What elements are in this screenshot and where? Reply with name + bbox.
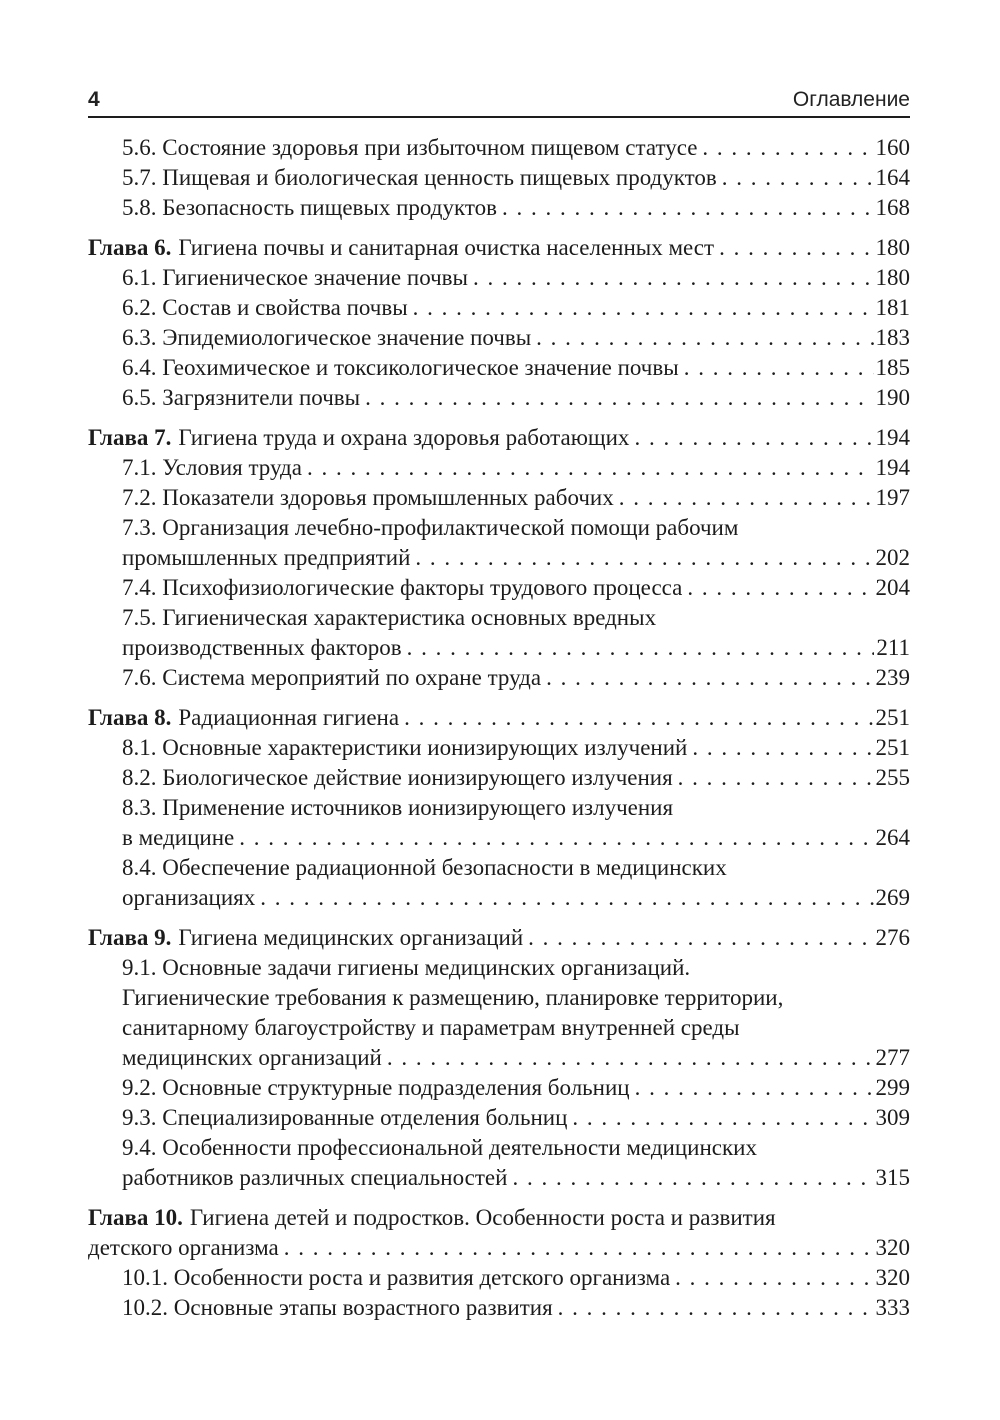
toc-entry-row bbox=[88, 823, 910, 853]
toc-entry-row bbox=[88, 663, 910, 693]
toc-entry-row bbox=[88, 733, 910, 763]
dot-leader bbox=[541, 663, 873, 693]
chapter-label: Глава 7. bbox=[88, 425, 172, 450]
dot-leader bbox=[630, 1073, 874, 1103]
dot-leader bbox=[408, 293, 874, 323]
entry-page-number: 204 bbox=[875, 575, 910, 600]
toc-entry-row bbox=[88, 1133, 910, 1163]
entry-text: 7.5. Гигиеническая характеристика основных вредных bbox=[122, 605, 657, 630]
entry-page-number: 168 bbox=[875, 195, 910, 220]
toc-entry-row bbox=[88, 1163, 910, 1193]
chapter-label: Глава 8. bbox=[88, 705, 172, 730]
toc-entry-row bbox=[88, 1233, 910, 1263]
dot-leader bbox=[255, 883, 873, 913]
entry-text: 5.8. Безопасность пищевых продуктов bbox=[122, 195, 497, 220]
entry-text: 9.4. Особенности профессиональной деятельности медицинских bbox=[122, 1135, 757, 1160]
dot-leader bbox=[553, 1293, 874, 1323]
entry-page-number: 276 bbox=[875, 925, 910, 950]
dot-leader bbox=[673, 763, 874, 793]
entry-text: 7.1. Условия труда bbox=[122, 455, 302, 480]
entry-text: 10.2. Основные этапы возрастного развития bbox=[122, 1295, 553, 1320]
dot-leader bbox=[382, 1043, 874, 1073]
entry-text: медицинских организаций bbox=[122, 1045, 382, 1070]
entry-page-number: 202 bbox=[875, 545, 910, 570]
dot-leader bbox=[687, 733, 873, 763]
dot-leader bbox=[717, 163, 874, 193]
entry-text: 7.4. Психофизиологические факторы трудового процесса bbox=[122, 575, 683, 600]
dot-leader bbox=[531, 323, 873, 353]
entry-page-number: 197 bbox=[875, 485, 910, 510]
chapter-label: Глава 6. bbox=[88, 235, 172, 260]
entry-page-number: 185 bbox=[875, 355, 910, 380]
header-rule bbox=[88, 116, 910, 118]
toc-entry-row bbox=[88, 163, 910, 193]
entry-page-number: 180 bbox=[875, 265, 910, 290]
entry-page-number: 315 bbox=[875, 1165, 910, 1190]
toc-entry-row bbox=[88, 513, 910, 543]
page-title: Оглавление bbox=[792, 88, 910, 111]
entry-text: 6.2. Состав и свойства почвы bbox=[122, 295, 408, 320]
entry-text: Гигиена почвы и санитарная очистка населенных мест bbox=[178, 235, 715, 260]
entry-text: детского организма bbox=[88, 1235, 279, 1260]
dot-leader bbox=[629, 423, 873, 453]
dot-leader bbox=[410, 543, 873, 573]
entry-text: 10.1. Особенности роста и развития детского организма bbox=[122, 1265, 671, 1290]
toc-list bbox=[88, 133, 910, 1323]
entry-page-number: 211 bbox=[876, 635, 910, 660]
toc-entry-row bbox=[88, 923, 910, 953]
entry-page-number: 194 bbox=[875, 425, 910, 450]
dot-leader bbox=[523, 923, 873, 953]
toc-entry-row bbox=[88, 233, 910, 263]
dot-leader bbox=[399, 703, 873, 733]
toc-entry-row bbox=[88, 383, 910, 413]
entry-page-number: 320 bbox=[875, 1265, 910, 1290]
dot-leader bbox=[679, 353, 874, 383]
toc-entry-row bbox=[88, 1013, 910, 1043]
toc-entry-row bbox=[88, 1043, 910, 1073]
entry-text: 9.1. Основные задачи гигиены медицинских организаций. bbox=[122, 955, 691, 980]
entry-text: Радиационная гигиена bbox=[178, 705, 400, 730]
toc-entry-row bbox=[88, 883, 910, 913]
entry-text: организациях bbox=[122, 885, 256, 910]
toc-entry-row bbox=[88, 483, 910, 513]
toc-entry-row bbox=[88, 293, 910, 323]
toc-entry-row bbox=[88, 573, 910, 603]
toc-entry-row bbox=[88, 1293, 910, 1323]
entry-text: в медицине bbox=[122, 825, 235, 850]
entry-page-number: 183 bbox=[875, 325, 910, 350]
entry-text: 7.6. Система мероприятий по охране труда bbox=[122, 665, 542, 690]
entry-page-number: 194 bbox=[875, 455, 910, 480]
toc-entry-row bbox=[88, 983, 910, 1013]
entry-page-number: 190 bbox=[875, 385, 910, 410]
entry-page-number: 309 bbox=[875, 1105, 910, 1130]
dot-leader bbox=[682, 573, 873, 603]
entry-text: 6.5. Загрязнители почвы bbox=[122, 385, 361, 410]
toc-entry-row bbox=[88, 423, 910, 453]
entry-text: Гигиена медицинских организаций bbox=[178, 925, 524, 950]
toc-entry-row bbox=[88, 1103, 910, 1133]
entry-text: 9.3. Специализированные отделения больниц bbox=[122, 1105, 568, 1130]
entry-text: 5.7. Пищевая и биологическая ценность пищевых продуктов bbox=[122, 165, 717, 190]
entry-text: 8.2. Биологическое действие ионизирующего излучения bbox=[122, 765, 673, 790]
dot-leader bbox=[497, 193, 874, 223]
entry-text: 7.2. Показатели здоровья промышленных рабочих bbox=[122, 485, 614, 510]
toc-entry-row bbox=[88, 763, 910, 793]
toc-entry-row bbox=[88, 323, 910, 353]
chapter-label: Глава 9. bbox=[88, 925, 172, 950]
entry-page-number: 333 bbox=[875, 1295, 910, 1320]
entry-text: 8.1. Основные характеристики ионизирующих излучений bbox=[122, 735, 688, 760]
entry-page-number: 180 bbox=[875, 235, 910, 260]
dot-leader bbox=[714, 233, 873, 263]
entry-text: работников различных специальностей bbox=[122, 1165, 508, 1190]
toc-entry-row bbox=[88, 603, 910, 633]
entry-page-number: 181 bbox=[875, 295, 910, 320]
dot-leader bbox=[360, 383, 873, 413]
toc-entry-row bbox=[88, 453, 910, 483]
toc-entry-row bbox=[88, 1263, 910, 1293]
page-number: 4 bbox=[88, 88, 100, 111]
entry-page-number: 320 bbox=[875, 1235, 910, 1260]
dot-leader bbox=[697, 133, 873, 163]
entry-text: 7.3. Организация лечебно-профилактической помощи рабочим bbox=[122, 515, 739, 540]
toc-entry-row bbox=[88, 263, 910, 293]
entry-page-number: 164 bbox=[875, 165, 910, 190]
entry-page-number: 255 bbox=[875, 765, 910, 790]
toc-entry-row bbox=[88, 193, 910, 223]
entry-text: Гигиена детей и подростков. Особенности роста и развития bbox=[189, 1205, 776, 1230]
entry-page-number: 251 bbox=[875, 705, 910, 730]
entry-text: Гигиена труда и охрана здоровья работающих bbox=[178, 425, 630, 450]
entry-text: 9.2. Основные структурные подразделения больниц bbox=[122, 1075, 630, 1100]
toc-entry-row bbox=[88, 633, 910, 663]
toc-entry-row bbox=[88, 853, 910, 883]
entry-text: промышленных предприятий bbox=[122, 545, 411, 570]
toc-entry-row bbox=[88, 1073, 910, 1103]
entry-text: 6.4. Геохимическое и токсикологическое значение почвы bbox=[122, 355, 679, 380]
chapter-label: Глава 10. bbox=[88, 1205, 183, 1230]
dot-leader bbox=[279, 1233, 874, 1263]
entry-text: 6.3. Эпидемиологическое значение почвы bbox=[122, 325, 532, 350]
toc-entry-row bbox=[88, 353, 910, 383]
entry-page-number: 160 bbox=[875, 135, 910, 160]
entry-text: 6.1. Гигиеническое значение почвы bbox=[122, 265, 468, 290]
entry-text: 8.4. Обеспечение радиационной безопасности в медицинских bbox=[122, 855, 727, 880]
entry-text: Гигиенические требования к размещению, планировке территории, bbox=[122, 985, 784, 1010]
entry-page-number: 239 bbox=[875, 665, 910, 690]
dot-leader bbox=[302, 453, 874, 483]
dot-leader bbox=[567, 1103, 873, 1133]
dot-leader bbox=[614, 483, 874, 513]
dot-leader bbox=[507, 1163, 873, 1193]
toc-entry-row bbox=[88, 703, 910, 733]
dot-leader bbox=[670, 1263, 873, 1293]
toc-entry-row bbox=[88, 543, 910, 573]
entry-page-number: 299 bbox=[875, 1075, 910, 1100]
toc-entry-row bbox=[88, 1203, 910, 1233]
toc-entry-row bbox=[88, 953, 910, 983]
running-head bbox=[88, 88, 910, 112]
entry-text: санитарному благоустройству и параметрам внутренней среды bbox=[122, 1015, 740, 1040]
dot-leader bbox=[402, 633, 875, 663]
entry-text: 8.3. Применение источников ионизирующего излучения bbox=[122, 795, 674, 820]
entry-page-number: 264 bbox=[875, 825, 910, 850]
toc-entry-row bbox=[88, 133, 910, 163]
entry-page-number: 277 bbox=[875, 1045, 910, 1070]
entry-text: 5.6. Состояние здоровья при избыточном пищевом статусе bbox=[122, 135, 698, 160]
dot-leader bbox=[234, 823, 873, 853]
entry-page-number: 269 bbox=[875, 885, 910, 910]
dot-leader bbox=[468, 263, 874, 293]
entry-text: производственных факторов bbox=[122, 635, 402, 660]
entry-page-number: 251 bbox=[875, 735, 910, 760]
toc-entry-row bbox=[88, 793, 910, 823]
